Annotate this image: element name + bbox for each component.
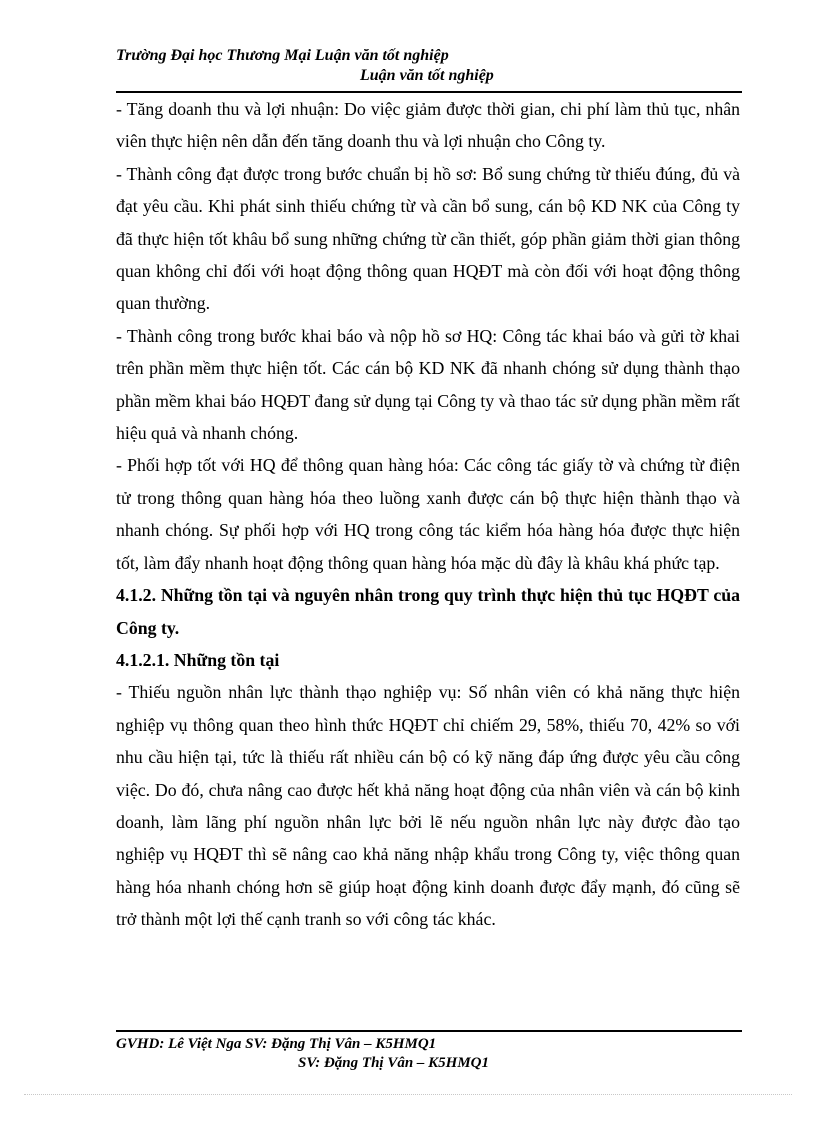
paragraph-staff-shortage: - Thiếu nguồn nhân lực thành thạo nghiệp vụ: Số nhân viên có khả năng thực hiện nghiệp vụ thông quan theo hình thức HQĐT chỉ chiếm 29, 58%, thiếu 70, 42% so với nhu cầu hiện tại, tức là thiếu rất nhiều cán bộ có kỹ năng đáp ứng được yêu cầu công việc. Do đó, chưa nâng cao được hết khả năng hoạt động của nhân viên và cán bộ kinh doanh, làm lãng phí nguồn nhân lực bởi lẽ nếu nguồn nhân lực này được đào tạo nghiệp vụ HQĐT thì sẽ nâng cao khả năng nhập khẩu trong Công ty, việc thông quan hàng hóa nhanh chóng hơn sẽ giúp hoạt động kinh doanh được đẩy mạnh, đó cũng sẽ trở thành một lợi thế cạnh tranh so với công tác khác. xyxy=(116,682,740,930)
page-header xyxy=(116,46,742,86)
paragraph-revenue: - Tăng doanh thu và lợi nhuận: Do việc giảm được thời gian, chi phí làm thủ tục, nhân viên thực hiện nên dẫn đến tăng doanh thu và lợi nhuận cho Công ty. xyxy=(116,99,740,152)
footer-student: SV: Đặng Thị Vân – K5HMQ1 xyxy=(298,1055,490,1071)
paragraph-customs-coordination: - Phối hợp tốt với HQ để thông quan hàng hóa: Các công tác giấy tờ và chứng từ điện tử trong thông quan hàng hóa theo luồng xanh được cán bộ thực hiện thành thạo và nhanh chóng. Sự phối hợp với HQ trong công tác kiểm hóa hàng hóa được thực hiện tốt, làm đẩy nhanh hoạt động thông quan hàng hóa mặc dù đây là khâu khá phức tạp. xyxy=(116,455,740,573)
paragraph-declaration: - Thành công trong bước khai báo và nộp hồ sơ HQ: Công tác khai báo và gửi tờ khai trên phần mềm thực hiện tốt. Các cán bộ KD NK đã nhanh chóng sử dụng thành thạo phần mềm khai báo HQĐT đang sử dụng tại Công ty và thao tác sử dụng phần mềm rất hiệu quả và nhanh chóng. xyxy=(116,325,740,444)
header-school-title: Trường Đại học Thương Mại Luận văn tốt nghiệp xyxy=(116,47,449,64)
section-heading: 4.1.2. Những tồn tại và nguyên nhân trong quy trình thực hiện thủ tục HQĐT của Công ty. xyxy=(116,585,740,638)
paragraph-document-preparation: - Thành công đạt được trong bước chuẩn bị hồ sơ: Bổ sung chứng từ thiếu đúng, đủ và đạt yêu cầu. Khi phát sinh thiếu chứng từ và cần bổ sung, cán bộ KD NK của Công ty đã thực hiện tốt khâu bổ sung những chứng từ cần thiết, góp phần giảm thời gian thông quan không chỉ đối với hoạt động thông quan HQĐT mà còn đối với hoạt động thông quan thường. xyxy=(116,163,740,314)
page-break-line xyxy=(24,1094,792,1095)
header-thesis-label: Luận văn tốt nghiệp xyxy=(360,67,494,84)
page-footer xyxy=(116,1035,742,1073)
footer-rule xyxy=(116,1030,742,1032)
document-body xyxy=(116,93,740,936)
subsection-heading: 4.1.2.1. Những tồn tại xyxy=(116,649,280,670)
footer-advisor: GVHD: Lê Việt Nga SV: Đặng Thị Vân – K5HMQ1 xyxy=(116,1036,437,1052)
